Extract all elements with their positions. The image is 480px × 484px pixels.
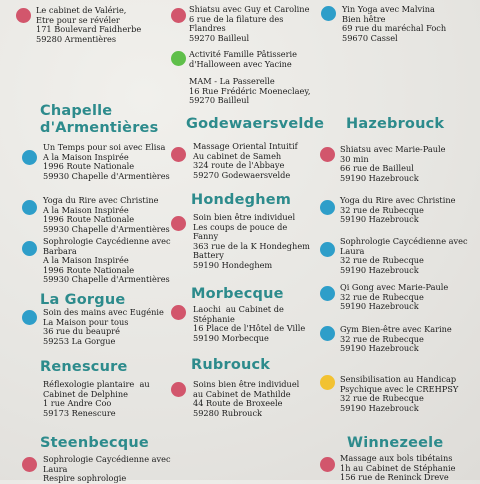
- entry-text: Yoga du Rire avec Christine A la Maison Inspirée 1996 Route Nationale 59930 Chapelle d'Armentières: [43, 195, 170, 234]
- entry-text: Un Temps pour soi avec Elisa A la Maison Inspirée 1996 Route Nationale 59930 Chapelle d'Armentières: [43, 142, 170, 181]
- entry-text: Réflexologie plantaire au Cabinet de Delphine 1 rue Andre Coo 59173 Renescure: [43, 379, 150, 418]
- section-title-rubrouck: Rubrouck: [191, 357, 271, 373]
- green-dot-icon: [171, 51, 186, 66]
- blue-dot-icon: [320, 286, 335, 301]
- pink-dot-icon: [320, 147, 335, 162]
- blue-dot-icon: [22, 150, 37, 165]
- blue-dot-icon: [321, 6, 336, 21]
- pink-dot-icon: [16, 8, 31, 23]
- section-title-morbecque: Morbecque: [191, 286, 284, 302]
- section-title-chapelle: Chapelle d'Armentières: [40, 103, 159, 136]
- section-title-steenbecque: Steenbecque: [40, 435, 149, 451]
- entry-text: Yin Yoga avec Malvina Bien hêtre 69 rue du maréchal Foch 59670 Cassel: [342, 4, 447, 43]
- pink-dot-icon: [171, 382, 186, 397]
- pink-dot-icon: [171, 305, 186, 320]
- section-title-godewaersvelde: Godewaersvelde: [186, 116, 325, 132]
- pink-dot-icon: [171, 216, 186, 231]
- entry-text: Massage aux bols tibétains 1h au Cabinet de Stéphanie 156 rue de Reninck Dreve: [340, 453, 456, 483]
- entry-text: Yoga du Rire avec Christine 32 rue de Rubecque 59190 Hazebrouck: [340, 195, 456, 225]
- section-title-hondeghem: Hondeghem: [191, 192, 292, 208]
- entry-text: Sophrologie Caycédienne avec Laura Respire sophrologie: [43, 454, 171, 484]
- entry-text: Soin des mains avec Eugénie La Maison pour tous 36 rue du beaupré 59253 La Gorgue: [43, 307, 164, 346]
- blue-dot-icon: [22, 310, 37, 325]
- entry-text: Massage Oriental Intuitif Au cabinet de Sameh 324 route de l'Abbaye 59270 Godewaersvelde: [193, 141, 298, 180]
- section-title-la-gorgue: La Gorgue: [40, 292, 126, 308]
- pink-dot-icon: [171, 147, 186, 162]
- yellow-dot-icon: [320, 375, 335, 390]
- pink-dot-icon: [320, 457, 335, 472]
- entry-text: Soins bien être individuel au Cabinet de Mathilde 44 Route de Broxeele 59280 Rubrouck: [193, 379, 300, 418]
- blue-dot-icon: [320, 326, 335, 341]
- entry-text: Sophrologie Caycédienne avec Laura 32 rue de Rubecque 59190 Hazebrouck: [340, 236, 468, 275]
- column-left: [0, 0, 171, 484]
- entry-text: Shiatsu avec Guy et Caroline 6 rue de la filature des Flandres 59270 Bailleul: [189, 4, 310, 43]
- section-title-winnezeele: Winnezeele: [347, 435, 444, 451]
- entry-text: Qi Gong avec Marie-Paule 32 rue de Rubecque 59190 Hazebrouck: [340, 282, 449, 312]
- pink-dot-icon: [171, 8, 186, 23]
- blue-dot-icon: [320, 200, 335, 215]
- column-right: [320, 0, 480, 483]
- section-title-renescure: Renescure: [40, 359, 128, 375]
- entry-text: Shiatsu avec Marie-Paule 30 min 66 rue de Bailleul 59190 Hazebrouck: [340, 144, 446, 183]
- entry-text: Laochi au Cabinet de Stéphanie 16 Place de l'Hôtel de Ville 59190 Morbecque: [193, 304, 306, 343]
- column-middle: [160, 0, 325, 480]
- entry-text: Sophrologie Caycédienne avec Barbara A la Maison Inspirée 1996 Route Nationale 59930 Chapelle d'Armentières: [43, 236, 171, 285]
- entry-text: Sensibilisation au Handicap Psychique avec le CREHPSY 32 rue de Rubecque 59190 Hazebrouck: [340, 374, 459, 413]
- entry-text: Activité Famille Pâtisserie d'Halloween avec Yacine: [189, 49, 298, 69]
- blue-dot-icon: [22, 200, 37, 215]
- entry-text: Le cabinet de Valérie, Etre pour se révéler 171 Boulevard Faidherbe 59280 Armentières: [36, 5, 142, 44]
- entry-text: Gym Bien-être avec Karine 32 rue de Rubecque 59190 Hazebrouck: [340, 324, 452, 354]
- entry-text: MAM - La Passerelle 16 Rue Frédéric Moeneclaey, 59270 Bailleul: [189, 76, 311, 106]
- blue-dot-icon: [320, 242, 335, 257]
- entry-text: Soin bien être individuel Les coups de pouce de Fanny 363 rue de la K Hondeghem Battery 59190 Hondeghem: [193, 212, 310, 270]
- pink-dot-icon: [22, 457, 37, 472]
- section-title-hazebrouck: Hazebrouck: [346, 116, 445, 132]
- blue-dot-icon: [22, 241, 37, 256]
